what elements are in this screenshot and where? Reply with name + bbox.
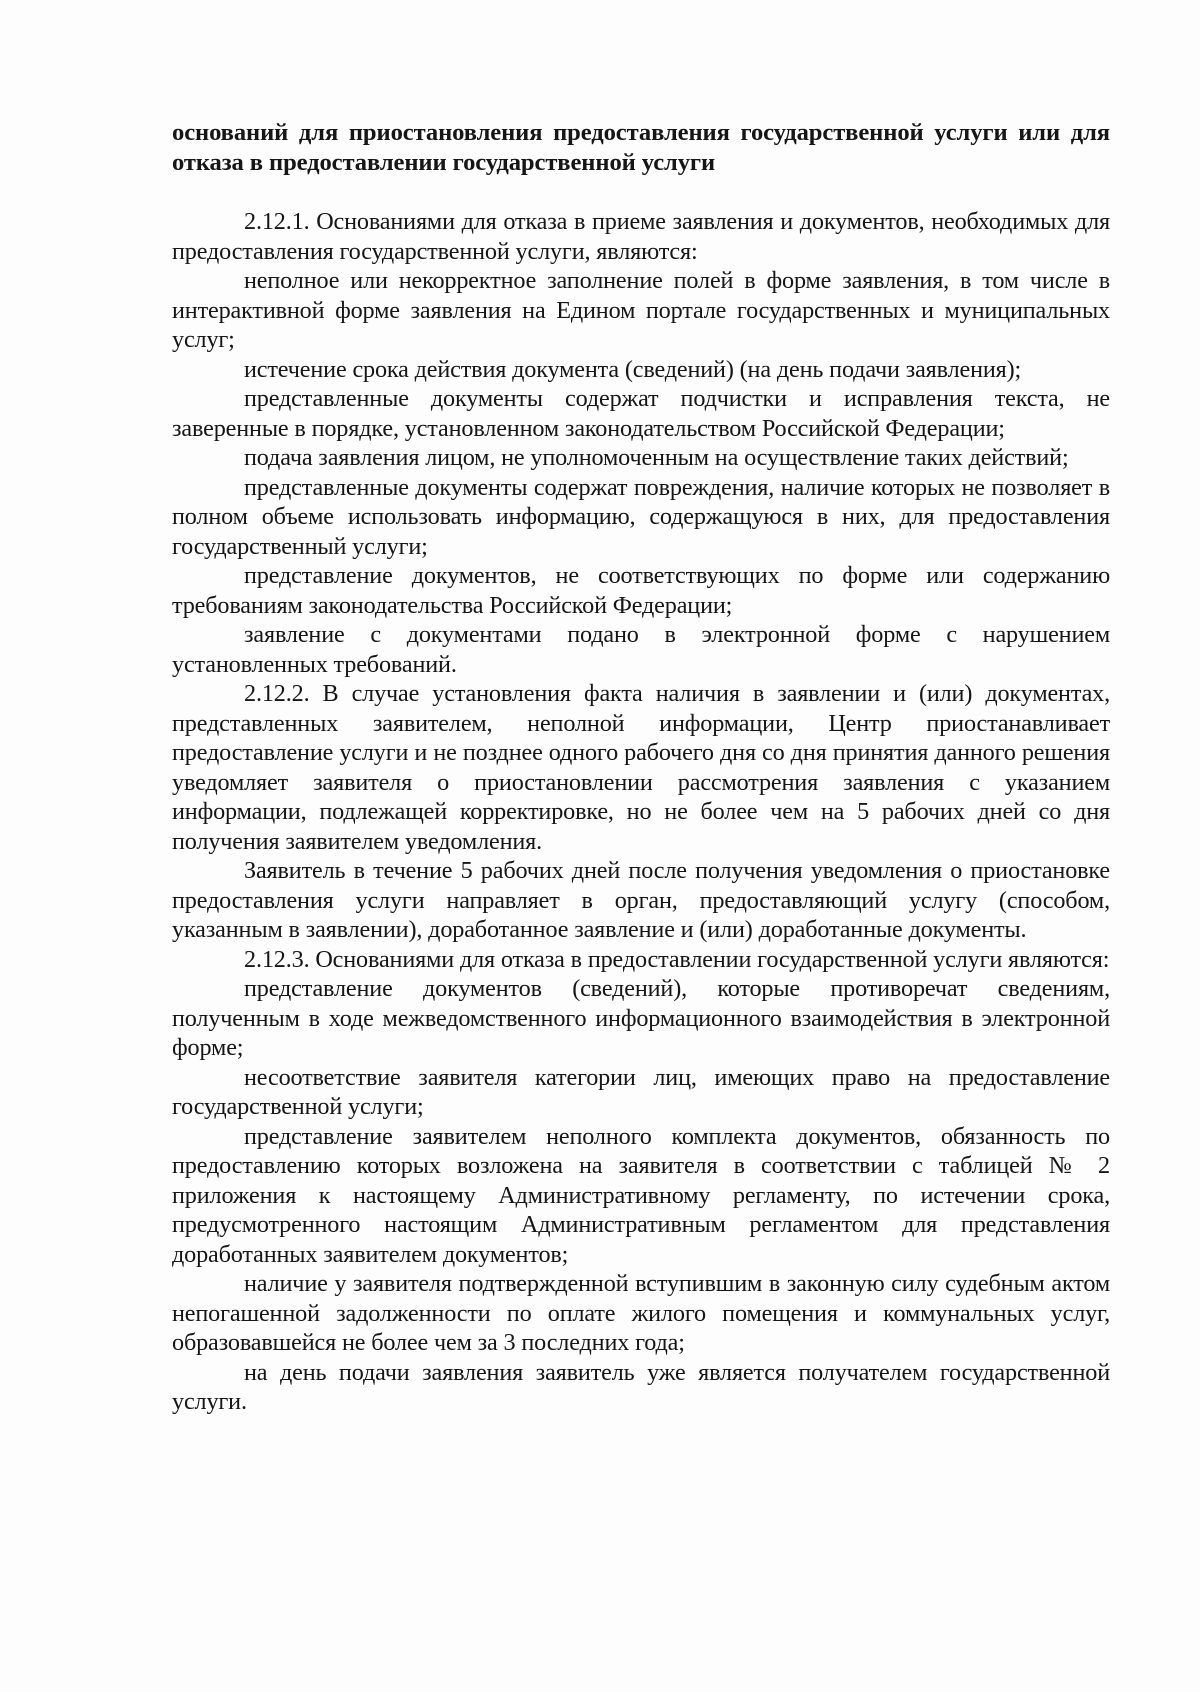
document-body [172, 118, 1110, 1417]
paragraph-damaged-documents: представленные документы содержат повреждения, наличие которых не позволяет в полном объеме использовать информацию, содержащуюся в них, для предоставления государственный услуги; [172, 473, 1110, 560]
paragraph-debt: наличие у заявителя подтвержденной вступившим в законную силу судебным актом непогашенной задолженности по оплате жилого помещения и коммунальных услуг, образовавшейся не более чем за 3 последних года; [172, 1270, 1110, 1356]
paragraph-applicant-resubmission: Заявитель в течение 5 рабочих дней после получения уведомления о приостановке предоставления услуги направляет в орган, предоставляющий услугу (способом, указанным в заявлении), доработанное заявление и (или) доработанные документы. [172, 857, 1110, 943]
paragraph-2-12-3: 2.12.3. Основаниями для отказа в предоставлении государственной услуги являются: [244, 945, 1110, 973]
paragraph-2-12-2: 2.12.2. В случае установления факта наличия в заявлении и (или) документах, представленных заявителем, неполной информации, Центр приостанавливает предоставление услуги и не позднее одного рабочего дня со дня принятия данного решения уведомляет заявителя о приостановлении рассмотрения заявления с указанием информации, подлежащей корректировке, но не более чем на 5 рабочих дней со дня получения заявителем уведомления. [172, 680, 1110, 855]
paragraph-corrections: представленные документы содержат подчистки и исправления текста, не заверенные в порядке, установленном законодательством Российской Федерации; [172, 385, 1110, 442]
paragraph-noncompliant-documents: представление документов, не соответствующих по форме или содержанию требованиям законодательства Российской Федерации; [172, 562, 1110, 619]
paragraph-expired-document: истечение срока действия документа (сведений) (на день подачи заявления); [244, 355, 1022, 383]
section-heading: оснований для приостановления предоставления государственной услуги или для отказа в предоставлении государственной услуги [172, 119, 1110, 176]
paragraph-category-mismatch: несоответствие заявителя категории лиц, имеющих право на предоставление государственной услуги; [172, 1063, 1110, 1120]
paragraph-electronic-violation: заявление с документами подано в электронной форме с нарушением установленных требований. [172, 621, 1110, 678]
paragraph-already-recipient: на день подачи заявления заявитель уже является получателем государственной услуги. [172, 1358, 1110, 1415]
paragraph-unauthorized-person: подача заявления лицом, не уполномоченным на осуществление таких действий; [244, 444, 1069, 471]
paragraph-incomplete-fields: неполное или некорректное заполнение полей в форме заявления, в том числе в интерактивной форме заявления на Едином портале государственных и муниципальных услуг; [172, 267, 1110, 353]
paragraph-2-12-1: 2.12.1. Основаниями для отказа в приеме заявления и документов, необходимых для предоставления государственной услуги, являются: [172, 208, 1110, 265]
paragraph-incomplete-set: представление заявителем неполного комплекта документов, обязанность по предоставлению которых возложена на заявителя в соответствии с таблицей № 2 приложения к настоящему Административному регламенту, по истечении срока, предусмотренного настоящим Административным регламентом для представления доработанных заявителем документов; [172, 1122, 1110, 1268]
paragraph-contradicting-data: представление документов (сведений), которые противоречат сведениям, полученным в ходе межведомственного информационного взаимодействия в электронной форме; [172, 975, 1110, 1061]
